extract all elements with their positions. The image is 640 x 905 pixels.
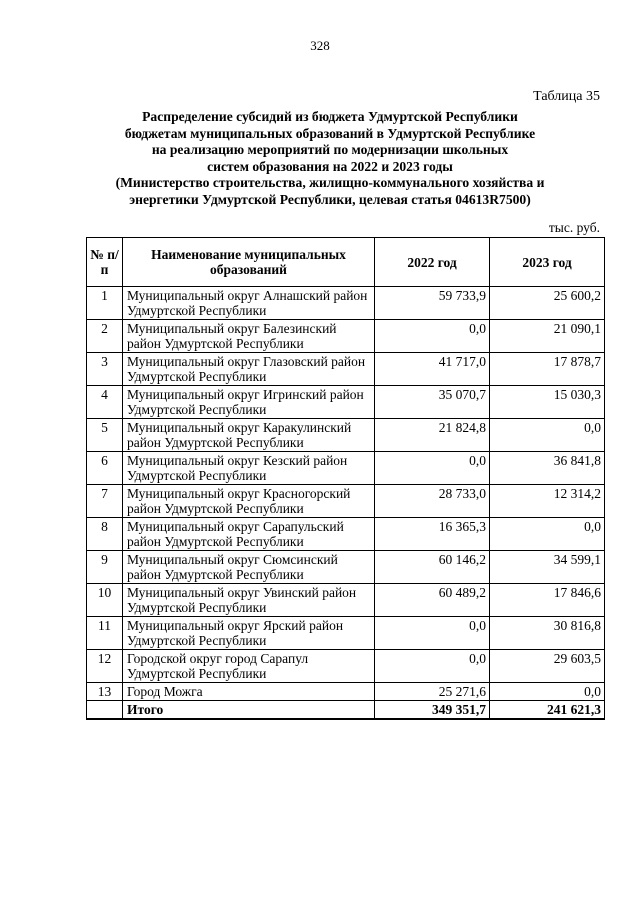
value-2022: 0,0 xyxy=(375,617,490,650)
table-row xyxy=(87,419,605,452)
value-2023: 25 600,2 xyxy=(490,287,605,320)
row-number: 10 xyxy=(87,584,123,617)
page-number: 328 xyxy=(310,38,330,53)
value-2023: 36 841,8 xyxy=(490,452,605,485)
table-row xyxy=(87,518,605,551)
header-2023: 2023 год xyxy=(490,238,605,287)
row-number: 7 xyxy=(87,485,123,518)
value-2023: 29 603,5 xyxy=(490,650,605,683)
table-row xyxy=(87,452,605,485)
title-line: Распределение субсидий из бюджета Удмуртской Республики xyxy=(142,109,518,124)
value-2022: 0,0 xyxy=(375,320,490,353)
value-2022: 25 271,6 xyxy=(375,683,490,701)
value-2023: 17 878,7 xyxy=(490,353,605,386)
value-2022: 59 733,9 xyxy=(375,287,490,320)
table-row xyxy=(87,287,605,320)
municipality-name: Муниципальный округ Красногорский район Удмуртской Республики xyxy=(123,485,375,518)
value-2023: 0,0 xyxy=(490,683,605,701)
table-row xyxy=(87,683,605,701)
row-number: 9 xyxy=(87,551,123,584)
table-row xyxy=(87,551,605,584)
row-number: 3 xyxy=(87,353,123,386)
row-number: 11 xyxy=(87,617,123,650)
municipality-name: Муниципальный округ Игринский район Удмуртской Республики xyxy=(123,386,375,419)
value-2022: 28 733,0 xyxy=(375,485,490,518)
table-row xyxy=(87,320,605,353)
municipality-name: Муниципальный округ Каракулинский район Удмуртской Республики xyxy=(123,419,375,452)
municipality-name: Муниципальный округ Ярский район Удмуртской Республики xyxy=(123,617,375,650)
municipality-name: Муниципальный округ Балезинский район Удмуртской Республики xyxy=(123,320,375,353)
value-2023: 15 030,3 xyxy=(490,386,605,419)
row-number: 13 xyxy=(87,683,123,701)
table-row xyxy=(87,353,605,386)
total-row xyxy=(87,701,605,720)
subsidy-table xyxy=(86,237,605,720)
title-line: (Министерство строительства, жилищно-коммунального хозяйства и xyxy=(115,175,545,190)
municipality-name: Городской округ город Сарапул Удмуртской Республики xyxy=(123,650,375,683)
table-row xyxy=(87,386,605,419)
value-2022: 60 489,2 xyxy=(375,584,490,617)
value-2022: 16 365,3 xyxy=(375,518,490,551)
municipality-name: Муниципальный округ Увинский район Удмуртской Республики xyxy=(123,584,375,617)
row-number: 12 xyxy=(87,650,123,683)
value-2022: 21 824,8 xyxy=(375,419,490,452)
row-number: 8 xyxy=(87,518,123,551)
table-row xyxy=(87,650,605,683)
municipality-name: Муниципальный округ Алнашский район Удмуртской Республики xyxy=(123,287,375,320)
municipality-name: Муниципальный округ Кезский район Удмуртской Республики xyxy=(123,452,375,485)
value-2022: 0,0 xyxy=(375,452,490,485)
municipality-name: Муниципальный округ Сарапульский район Удмуртской Республики xyxy=(123,518,375,551)
header-name: Наименование муниципальных образований xyxy=(123,238,375,287)
row-number: 5 xyxy=(87,419,123,452)
municipality-name: Муниципальный округ Сюмсинский район Удмуртской Республики xyxy=(123,551,375,584)
value-2022: 60 146,2 xyxy=(375,551,490,584)
title-line: бюджетам муниципальных образований в Удмуртской Республике xyxy=(124,125,536,141)
header-num: № п/п xyxy=(87,238,123,287)
value-2023: 34 599,1 xyxy=(490,551,605,584)
row-number: 1 xyxy=(87,287,123,320)
value-2023: 30 816,8 xyxy=(490,617,605,650)
title-line: на реализацию мероприятий по модернизации школьных xyxy=(151,142,509,157)
document-title xyxy=(70,109,590,208)
row-number: 2 xyxy=(87,320,123,353)
row-number: 6 xyxy=(87,452,123,485)
value-2022: 35 070,7 xyxy=(375,386,490,419)
title-line: систем образования на 2022 и 2023 годы xyxy=(207,158,453,174)
value-2023: 21 090,1 xyxy=(490,320,605,353)
table-row xyxy=(87,617,605,650)
total-num-cell xyxy=(87,701,123,720)
total-label: Итого xyxy=(123,701,375,720)
municipality-name: Город Можга xyxy=(123,683,375,701)
value-2023: 0,0 xyxy=(490,518,605,551)
value-2023: 0,0 xyxy=(490,419,605,452)
row-number: 4 xyxy=(87,386,123,419)
total-2022: 349 351,7 xyxy=(375,701,490,720)
units-label: тыс. руб. xyxy=(548,220,600,235)
value-2023: 12 314,2 xyxy=(490,485,605,518)
value-2022: 41 717,0 xyxy=(375,353,490,386)
table-label: Таблица 35 xyxy=(533,89,600,104)
table-row xyxy=(87,485,605,518)
value-2023: 17 846,6 xyxy=(490,584,605,617)
table-row xyxy=(87,584,605,617)
title-line: энергетики Удмуртской Республики, целевая статья 04613R7500) xyxy=(129,191,531,207)
header-2022: 2022 год xyxy=(375,238,490,287)
table-header-row xyxy=(87,238,605,287)
municipality-name: Муниципальный округ Глазовский район Удмуртской Республики xyxy=(123,353,375,386)
total-2023: 241 621,3 xyxy=(490,701,605,720)
value-2022: 0,0 xyxy=(375,650,490,683)
